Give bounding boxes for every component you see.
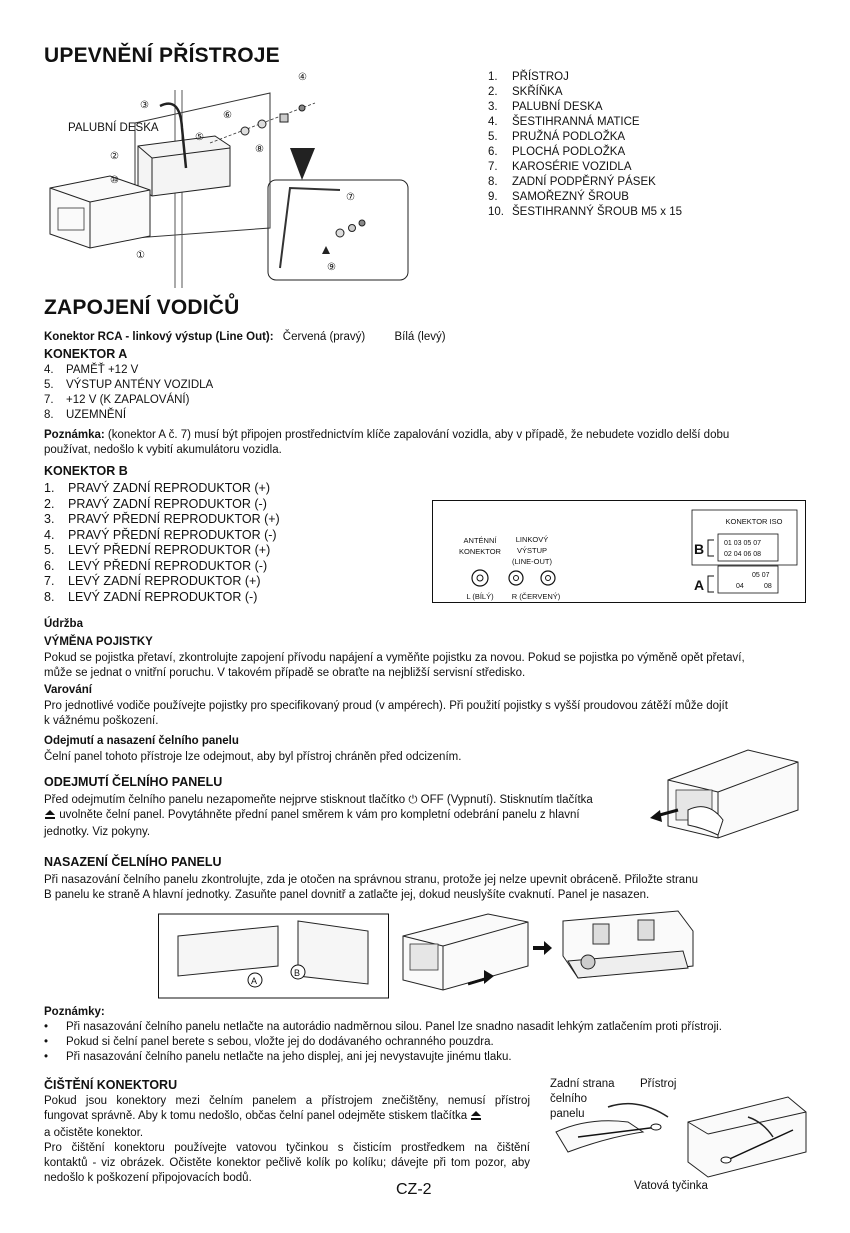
warning-title: Varování (44, 684, 92, 696)
parts-list-item: 10. ŠESTIHRANNÝ ŠROUB M5 x 15 (488, 206, 682, 218)
connector-b-item: 7. LEVÝ ZADNÍ REPRODUKTOR (+) (44, 574, 261, 588)
cleaning-title: ČIŠTĚNÍ KONEKTORU (44, 1078, 178, 1092)
cleaning-illustration (548, 1092, 810, 1182)
callout-8: ⑧ (255, 144, 264, 155)
attach-text-line-2: B panelu ke straně A hlavní jednotky. Zasuňte panel dovnitř a zatlačte jej, dokud neuslyšíte cvaknutí. Panel je nasazen. (44, 889, 650, 901)
parts-list-item: 8. ZADNÍ PODPĚRNÝ PÁSEK (488, 176, 656, 188)
rca-line (44, 330, 446, 345)
remove-panel-title: ODEJMUTÍ ČELNÍHO PANELU (44, 775, 223, 789)
notes-item: • Pokud si čelní panel berete s sebou, vložte jej do dodávaného ochranného pouzdra. (44, 1035, 722, 1050)
iso-a-pin-4: 04 (736, 583, 744, 590)
release-icon (44, 808, 56, 825)
parts-list-item: 6. PLOCHÁ PODLOŽKA (488, 146, 626, 158)
lineout-label-2: VÝSTUP (516, 546, 548, 555)
iso-a-pins-top: 05 07 (752, 572, 770, 579)
attach-panel-illustration (158, 906, 698, 1008)
release-icon (470, 1109, 482, 1126)
connector-b-item: 1. PRAVÝ ZADNÍ REPRODUKTOR (+) (44, 481, 270, 495)
fuse-text (44, 651, 745, 681)
note-text: (konektor A č. 7) musí být připojen prostřednictvím klíče zapalování vozidla, aby v případě, že nebudete vozidlo delší dobu (104, 429, 730, 441)
section-title-wiring: ZAPOJENÍ VODIČŮ (44, 296, 240, 319)
warning-text-line-1: Pro jednotlivé vodiče používejte pojistky pro specifikovaný proud (v ampérech). Při použití pojistky s vyšší proudovou zátěží může dojít (44, 700, 728, 712)
cleaning-text-line: kontaktů - viz obrázek. Očistěte konektor pečlivě kolík po kolíku; dávejte při tom pozor, aby (44, 1157, 530, 1169)
parts-list-item: 7. KAROSÉRIE VOZIDLA (488, 161, 632, 173)
parts-list-item: 2. SKŘÍŇKA (488, 86, 563, 98)
unit-shape (50, 176, 150, 248)
callout-1: ① (136, 250, 145, 261)
connector-b-item: 6. LEVÝ PŘEDNÍ REPRODUKTOR (-) (44, 558, 268, 573)
callout-6: ⑥ (223, 110, 232, 121)
connector-b-list (44, 481, 280, 605)
callout-4: ④ (298, 72, 307, 83)
parts-list-item: 3. PALUBNÍ DESKA (488, 101, 603, 113)
page-number: CZ-2 (396, 1181, 432, 1198)
connector-a-list (44, 363, 213, 423)
cleaning-text (44, 1094, 530, 1186)
fuse-text-line-2: může se jednat o vnitřní poruchu. V takovém případě se obraťte na nejbližší servisní středisko. (44, 667, 526, 679)
iso-a-pin-8: 08 (764, 583, 772, 590)
parts-list-item: 5. PRUŽNÁ PODLOŽKA (488, 131, 626, 143)
remove-text-line-2: uvolněte čelní panel. Povytáhněte přední panel směrem k vám pro kompletní odebrání panelu z hlavní (56, 809, 580, 821)
section-title-mounting: UPEVNĚNÍ PŘÍSTROJE (44, 44, 280, 67)
panel-section-title: Odejmutí a nasazení čelního panelu (44, 735, 239, 747)
parts-list-item: 9. SAMOŘEZNÝ ŠROUB (488, 191, 629, 203)
callout-7: ⑦ (346, 192, 355, 203)
connector-a-item: 4. PAMĚŤ +12 V (44, 364, 139, 376)
cleaning-text-line: a očistěte konektor. (44, 1127, 144, 1139)
case-clip (593, 924, 609, 944)
callout-10: ⑩ (110, 175, 119, 186)
connector-a-item: 7. +12 V (K ZAPALOVÁNÍ) (44, 394, 190, 406)
label-a: A (251, 976, 258, 986)
rca-white: Bílá (levý) (394, 331, 446, 343)
connector-a-note (44, 428, 804, 458)
callout-2: ② (110, 151, 119, 162)
iso-label: KONEKTOR ISO (725, 517, 783, 526)
cleaning-text-line: Pro čištění konektoru používejte vatovou tyčinkou s čisticím prostředkem na čištění (44, 1142, 530, 1154)
iso-b-pins-bottom: 02 04 06 08 (724, 551, 761, 558)
lineout-label-1: LINKOVÝ (515, 535, 549, 544)
rca-red: Červená (pravý) (282, 331, 366, 343)
antenna-label-2: KONEKTOR (459, 547, 501, 556)
attach-panel-title: NASAZENÍ ČELNÍHO PANELU (44, 855, 222, 869)
iso-a-letter: A (694, 577, 705, 593)
warning-text (44, 699, 728, 729)
note-label: Poznámka: (44, 429, 105, 441)
pull-arrow-icon (650, 810, 662, 822)
hand-left-shape (608, 1104, 668, 1117)
remove-panel-text (44, 793, 593, 840)
remove-text-line-3: jednotky. Viz pokyny. (44, 826, 151, 838)
connector-b-item: 3. PRAVÝ PŘEDNÍ REPRODUKTOR (+) (44, 512, 280, 526)
notes-item: • Při nasazování čelního panelu netlačte na jeho displej, ani jej nevystavujte jinému tlaku. (44, 1050, 722, 1065)
next-arrow-icon (544, 941, 552, 955)
connector-b-item: 5. LEVÝ PŘEDNÍ REPRODUKTOR (+) (44, 543, 271, 557)
connector-b-item: 2. PRAVÝ ZADNÍ REPRODUKTOR (-) (44, 496, 267, 511)
lineout-label-3: (LINE-OUT) (512, 557, 552, 566)
wiring-diagram (432, 500, 807, 604)
parts-list-item: 1. PŘÍSTROJ (488, 71, 569, 83)
connector-a-title: KONEKTOR A (44, 347, 128, 361)
connector-b-item: 8. LEVÝ ZADNÍ REPRODUKTOR (-) (44, 589, 258, 604)
remove-text-line-1: Před odejmutím čelního panelu nezapomeňte nejprve stisknout tlačítko ⏻ OFF (Vypnutí). Stisknutím tlačítka (44, 794, 593, 806)
antenna-label-1: ANTÉNNÍ (463, 536, 497, 545)
notes-list (44, 1020, 722, 1065)
remove-panel-illustration (648, 740, 808, 840)
attach-text-line-1: Při nasazování čelního panelu zkontrolujte, zda je otočen na správnou stranu, protože jej nelze upevnit obráceně. Přiložte stranu (44, 874, 698, 886)
connector-a-item: 8. UZEMNĚNÍ (44, 409, 127, 421)
mounting-diagram (40, 68, 420, 288)
label-b: B (294, 968, 301, 978)
warning-text-line-2: k vážnému poškození. (44, 715, 159, 727)
iso-b-letter: B (694, 541, 705, 557)
cleaning-text-line: Pokud jsou konektory mezi čelním panelem a přístrojem znečištěny, nemusí přístroj (44, 1095, 530, 1107)
unit-shape (688, 1097, 806, 1177)
connector-b-title: KONEKTOR B (44, 464, 128, 478)
fuse-text-line-1: Pokud se pojistka přetaví, zkontrolujte zapojení přívodu napájení a vyměňte pojistku za novou. Pokud se pojistka po výměně opět přetaví, (44, 652, 745, 664)
connector-a-item: 5. VÝSTUP ANTÉNY VOZIDLA (44, 379, 214, 391)
callout-5: ⑤ (195, 132, 204, 143)
notes-title: Poznámky: (44, 1006, 105, 1018)
notes-item: • Při nasazování čelního panelu netlačte na autorádio nadměrnou silou. Panel lze snadno nasadit lehkým zatlačením proti přístroji. (44, 1020, 722, 1035)
cleaning-text-line: fungovat správně. Aby k tomu nedošlo, občas čelní panel odejměte stiskem tlačítka (44, 1109, 530, 1126)
cleaning-text-line: nedošlo k poškození připojovacích bodů. (44, 1172, 252, 1184)
rca-right-label: R (ČERVENÝ) (511, 592, 561, 601)
fuse-title: VÝMĚNA POJISTKY (44, 636, 153, 648)
connector-b-item: 4. PRAVÝ PŘEDNÍ REPRODUKTOR (-) (44, 527, 277, 542)
callout-9: ⑨ (327, 262, 336, 273)
dashboard-label: PALUBNÍ DESKA (68, 122, 159, 134)
panel-section-text: Čelní panel tohoto přístroje lze odejmout, aby byl přístroj chráněn před odcizením. (44, 751, 462, 763)
rca-label: Konektor RCA - linkový výstup (Line Out): (44, 331, 274, 343)
front-panel-back-shape (556, 1121, 643, 1152)
label-cotton-swab: Vatová tyčinka (634, 1180, 708, 1192)
maintenance-title: Údržba (44, 618, 83, 630)
parts-list-item: 4. ŠESTIHRANNÁ MATICE (488, 116, 640, 128)
note-text-2: používat, nedošlo k vybití akumulátoru vozidla. (44, 444, 282, 456)
label-unit: Přístroj (640, 1078, 677, 1090)
label-back-of-panel: Zadní strana čelního panelu (550, 1078, 615, 1120)
attach-panel-text (44, 873, 698, 903)
iso-b-pins-top: 01 03 05 07 (724, 540, 761, 547)
rca-left-label: L (BÍLÝ) (466, 592, 494, 601)
callout-3: ③ (140, 100, 149, 111)
parts-list (488, 70, 682, 220)
